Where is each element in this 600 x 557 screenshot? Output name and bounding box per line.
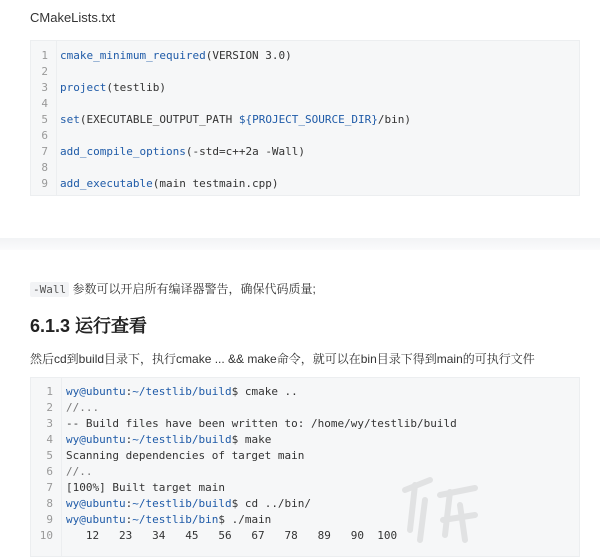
- code-text: [66, 464, 93, 480]
- code-text: [66, 496, 311, 512]
- wall-note: [30, 280, 316, 297]
- code-token: //...: [66, 401, 100, 414]
- note-text: 参数可以开启所有编译器警告，确保代码质量;: [69, 282, 316, 296]
- line-number: 7: [41, 145, 48, 158]
- line-number: 9: [46, 513, 53, 526]
- code-text: [66, 416, 457, 432]
- code-line: [31, 432, 579, 448]
- terminal-code-block: [30, 377, 580, 557]
- code-text: [60, 176, 279, 192]
- line-number: 7: [46, 481, 53, 494]
- cmakelists-code-block: [30, 40, 580, 196]
- code-token: $ cd ../bin/: [231, 497, 312, 510]
- line-number: 9: [41, 177, 48, 190]
- code-token: $ make: [231, 433, 272, 446]
- line-number: 5: [46, 449, 53, 462]
- code-text: [66, 528, 397, 544]
- code-token: (testlib): [106, 81, 166, 94]
- code-line: [31, 416, 579, 432]
- code-text: [60, 48, 292, 64]
- code-line: [31, 96, 579, 112]
- code-token: (EXECUTABLE_OUTPUT_PATH: [79, 113, 239, 126]
- code-token: set: [60, 113, 80, 126]
- code-line: [31, 512, 579, 528]
- code-text: [60, 80, 166, 96]
- code-token: ~/testlib/build: [132, 497, 232, 510]
- line-number: 1: [46, 385, 53, 398]
- code-token: :: [125, 513, 133, 526]
- code-token: cmake_minimum_required: [60, 49, 206, 62]
- code-token: ~/testlib/build: [132, 433, 232, 446]
- line-number: 2: [41, 65, 48, 78]
- file-name-label: CMakeLists.txt: [30, 10, 116, 25]
- code-token: [100%] Built target main: [66, 481, 225, 494]
- line-number: 4: [46, 433, 53, 446]
- line-number: 8: [41, 161, 48, 174]
- code-line: [31, 384, 579, 400]
- code-line: [31, 160, 579, 176]
- code-line: [31, 528, 579, 544]
- code-token: ~/testlib/build: [132, 385, 232, 398]
- code-token: wy@ubuntu: [66, 497, 126, 510]
- code-token: /bin): [377, 113, 412, 126]
- line-number: 3: [41, 81, 48, 94]
- code-token: wy@ubuntu: [66, 433, 126, 446]
- inline-code: -Wall: [30, 282, 69, 297]
- code-token: //..: [66, 465, 93, 478]
- code-text: [60, 112, 411, 128]
- line-number: 6: [46, 465, 53, 478]
- code-line: [31, 128, 579, 144]
- line-number: 2: [46, 401, 53, 414]
- line-number: 6: [41, 129, 48, 142]
- code-text: [66, 400, 99, 416]
- code-token: wy@ubuntu: [66, 385, 126, 398]
- code-line: [31, 448, 579, 464]
- line-number: 4: [41, 97, 48, 110]
- code-line: [31, 112, 579, 128]
- code-token: add_compile_options: [60, 145, 186, 158]
- code-text: [66, 480, 225, 496]
- code-token: :: [125, 433, 133, 446]
- code-token: ~/testlib/bin: [132, 513, 219, 526]
- code-line: [31, 64, 579, 80]
- instruction-paragraph: 然后cd到build目录下，执行cmake ... && make命令，就可以在bin目录下得到main的可执行文件: [30, 352, 535, 366]
- line-number: 3: [46, 417, 53, 430]
- code-token: add_executable: [60, 177, 153, 190]
- line-number: 10: [39, 529, 53, 542]
- code-line: [31, 48, 579, 64]
- code-line: [31, 176, 579, 192]
- code-token: 12 23 34 45 56 67 78 89 90 100: [66, 529, 398, 542]
- code-token: $ ./main: [218, 513, 272, 526]
- code-token: project: [60, 81, 107, 94]
- code-token: (VERSION 3.0): [205, 49, 292, 62]
- code-line: [31, 464, 579, 480]
- code-text: [66, 512, 271, 528]
- code-text: [66, 384, 298, 400]
- section-divider: [0, 238, 600, 250]
- code-text: [66, 432, 271, 448]
- code-line: [31, 80, 579, 96]
- code-token: -- Build files have been written to: /home/wy/testlib/build: [66, 417, 457, 430]
- line-number: 8: [46, 497, 53, 510]
- code-text: [66, 448, 304, 464]
- line-number: 1: [41, 49, 48, 62]
- code-token: wy@ubuntu: [66, 513, 126, 526]
- code-line: [31, 496, 579, 512]
- code-text: [60, 144, 305, 160]
- line-number: 5: [41, 113, 48, 126]
- section-heading: 6.1.3 运行查看: [30, 316, 148, 336]
- code-token: (-std=c++2a -Wall): [185, 145, 306, 158]
- code-token: $ cmake ..: [231, 385, 298, 398]
- code-line: [31, 144, 579, 160]
- code-line: [31, 480, 579, 496]
- code-token: (main testmain.cpp): [152, 177, 279, 190]
- code-token: ${PROJECT_SOURCE_DIR}: [238, 113, 378, 126]
- code-line: [31, 400, 579, 416]
- code-token: :: [125, 385, 133, 398]
- code-token: :: [125, 497, 133, 510]
- code-token: Scanning dependencies of target main: [66, 449, 305, 462]
